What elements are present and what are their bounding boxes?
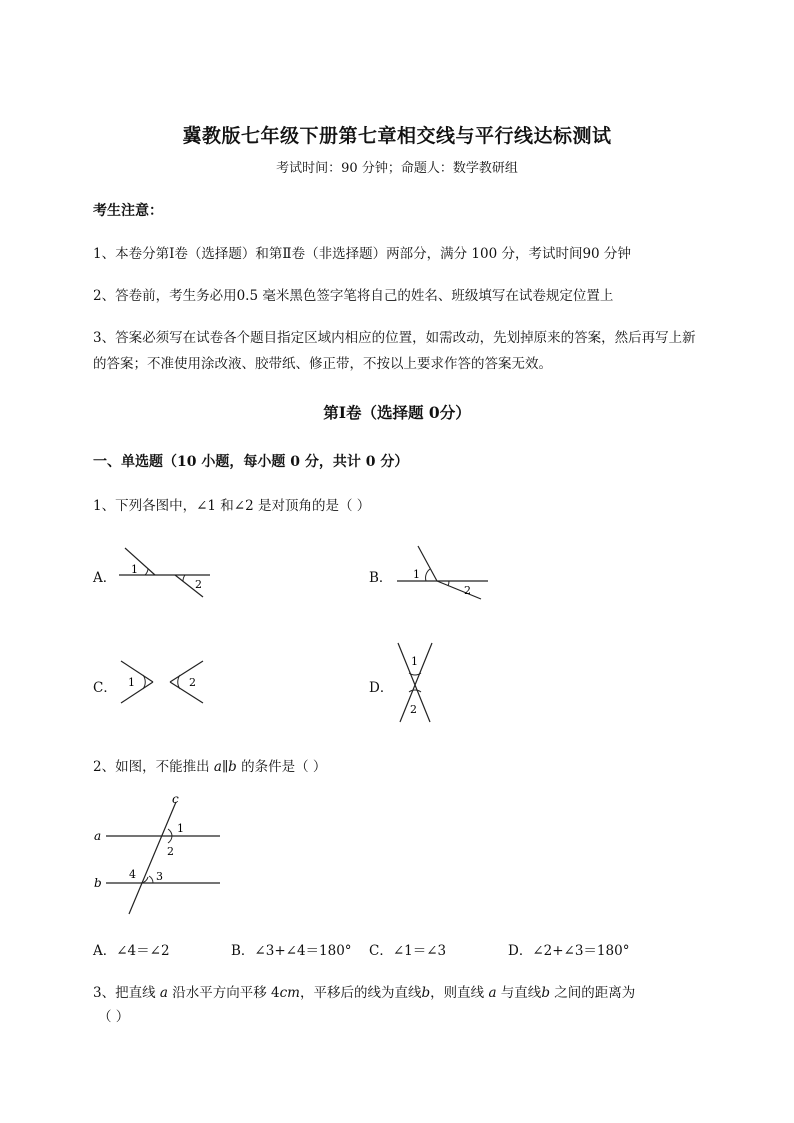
q3-text-5: 与直线 <box>496 985 542 1001</box>
q1-stem: 1、下列各图中，∠1 和∠2 是对顶角的是（ ） <box>93 498 371 514</box>
page-title: 冀教版七年级下册第七章相交线与平行线达标测试 <box>182 125 612 147</box>
angle-4-label: 4 <box>129 868 136 881</box>
q1c-angle-1-label: 1 <box>128 676 135 689</box>
q2-stem <box>93 755 326 775</box>
q2-stem-var: a∥b <box>213 759 237 775</box>
notice-item-3-cont: 的答案；不准使用涂改液、胶带纸、修正带，不按以上要求作答的答案无效。 <box>93 356 552 372</box>
q2-option-a[interactable]: A．∠4＝∠2 <box>93 943 170 959</box>
q1b-angle-2-label: 2 <box>464 584 471 597</box>
q2-option-b[interactable]: B．∠3+∠4＝180° <box>231 943 352 959</box>
q2-option-d[interactable]: D．∠2+∠3＝180° <box>508 943 630 959</box>
notice-heading: 考生注意： <box>93 203 163 219</box>
q3-text-6: 之间的距离为 <box>549 985 636 1001</box>
q1-figure-b <box>393 543 493 603</box>
q1d-angle-1-label: 1 <box>411 655 418 668</box>
q1-figure-c <box>115 656 215 708</box>
q1-option-a[interactable]: A． <box>93 570 117 586</box>
q1b-angle-1-label: 1 <box>413 568 420 581</box>
q1a-angle-2-label: 2 <box>195 578 202 591</box>
q1c-angle-2-label: 2 <box>189 676 196 689</box>
q3-stem <box>93 981 635 1001</box>
q3-text-1: 3、把直线 <box>93 985 160 1001</box>
q2-stem-text-end: 的条件是（ ） <box>236 759 327 775</box>
exam-info: 考试时间：90 分钟；命题人：数学教研组 <box>276 161 518 176</box>
q3-var-b: b <box>421 985 431 1001</box>
angle-1-label: 1 <box>177 822 184 835</box>
q3-text-3: ，平移后的线为直线 <box>300 985 422 1001</box>
q3-var-b2: b <box>541 985 550 1001</box>
line-a-label: a <box>94 829 102 843</box>
q1-option-c[interactable]: C． <box>93 680 117 696</box>
q2-stem-text: 2、如图，不能推出 <box>93 759 214 775</box>
q3-answer-blank[interactable]: （ ） <box>98 1009 130 1025</box>
q3-unit: cm <box>279 985 300 1001</box>
q1a-angle-1-label: 1 <box>131 563 138 576</box>
angle-2-label: 2 <box>167 845 174 858</box>
line-b-label: b <box>94 876 102 890</box>
q2-figure <box>88 792 228 917</box>
q3-var-a2: a <box>488 985 497 1001</box>
line-c-label: c <box>172 792 179 806</box>
part-title: 一、单选题（10 小题，每小题 0 分，共计 0 分） <box>93 454 409 470</box>
section-title: 第Ⅰ卷（选择题 0分） <box>323 403 471 422</box>
q1d-angle-2-label: 2 <box>410 703 417 716</box>
q2-option-c[interactable]: C．∠1＝∠3 <box>369 943 447 959</box>
angle-3-label: 3 <box>156 870 163 883</box>
notice-item-2: 2、答卷前，考生务必用0.5 毫米黑色签字笔将自己的姓名、班级填写在试卷规定位置上 <box>93 288 614 304</box>
q1-option-b[interactable]: B． <box>369 570 393 586</box>
q1-option-d[interactable]: D． <box>369 680 394 696</box>
q3-text-4: ，则直线 <box>430 985 489 1001</box>
q3-text-2: 沿水平方向平移 4 <box>167 985 280 1001</box>
notice-item-1: 1、本卷分第Ⅰ卷（选择题）和第Ⅱ卷（非选择题）两部分，满分 100 分，考试时间90 分钟 <box>93 246 631 262</box>
q1-figure-d <box>390 640 440 725</box>
q3-var-a: a <box>159 985 168 1001</box>
q1-figure-a <box>115 543 215 603</box>
notice-item-3: 3、答案必须写在试卷各个题目指定区域内相应的位置，如需改动，先划掉原来的答案，然后再写上新 <box>93 330 696 346</box>
